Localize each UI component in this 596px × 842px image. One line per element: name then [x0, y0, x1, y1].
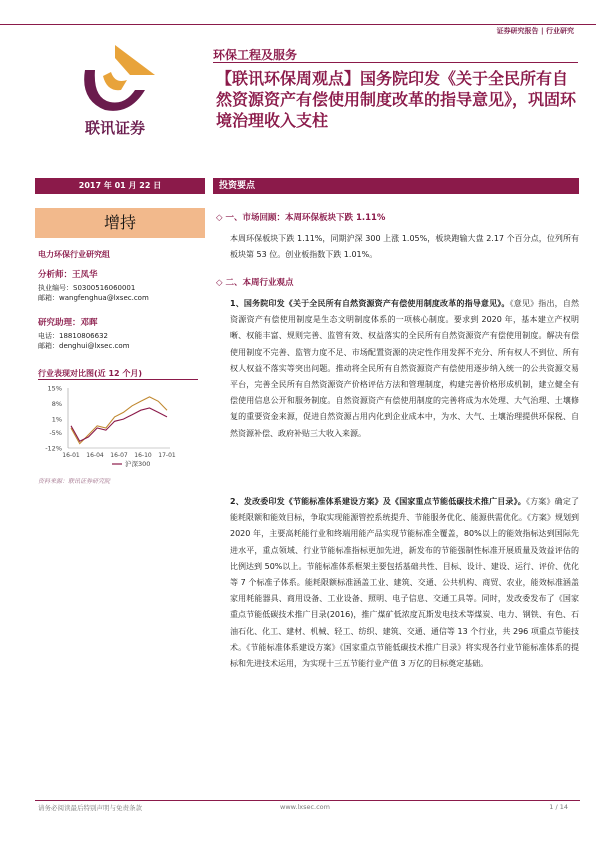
- y-tick-label: 8%: [51, 400, 62, 409]
- footer-rule: [35, 800, 580, 801]
- point-1: [216, 296, 579, 442]
- company-logo: [55, 40, 175, 140]
- legend-label: 沪深300: [125, 460, 151, 468]
- svg-text:联讯证券: 联讯证券: [84, 119, 146, 137]
- assistant-phone: 电话：18810806632: [38, 332, 108, 340]
- report-date: 2017 年 01 月 22 日: [35, 178, 205, 194]
- point-2-heading: 2、发改委印发《节能标准体系建设方案》及《国家重点节能低碳技术推广目录》。: [230, 497, 526, 506]
- footer-page-number: 1 / 14: [549, 803, 568, 811]
- analyst-name: 分析师：王凤华: [38, 270, 98, 280]
- analyst-email[interactable]: 邮箱：wangfenghua@lxsec.com: [38, 294, 149, 302]
- point-2: [216, 494, 579, 672]
- research-group: [38, 250, 206, 260]
- performance-chart: [38, 382, 203, 477]
- assistant-info: [38, 318, 206, 351]
- section-2: [216, 276, 579, 288]
- footer-disclaimer: 请务必阅读最后特别声明与免责条款: [38, 804, 142, 812]
- report-type-tag: 证券研究报告 | 行业研究: [496, 27, 574, 35]
- y-tick-label: 1%: [51, 415, 62, 424]
- point-1-heading: 1、国务院印发《关于全民所有自然资源资产有偿使用制度改革的指导意见》。: [230, 299, 510, 308]
- series-line-2: [71, 408, 167, 441]
- section-2-title: ◇ 二、本周行业观点: [216, 278, 294, 288]
- x-tick-label: 16-10: [134, 452, 152, 459]
- sector-label: 环保工程及服务: [213, 48, 298, 62]
- sector-rule: [213, 62, 578, 63]
- rating-badge: 增持: [35, 208, 205, 238]
- chart-title-rule: [38, 379, 198, 380]
- section-1-text: 本周环保板块下跌 1.11%，同期沪深 300 上涨 1.05%，板块跑输大盘 2.17 个百分点，位列所有板块第 53 位。创业板指数下跌 1.01%。: [230, 234, 579, 260]
- x-tick-label: 16-04: [86, 452, 104, 459]
- point-1-body: 《意见》指出，自然资源资产有偿使用制度是生态文明制度体系的一项核心制度。要求到 2020 年，基本建立产权明晰、权能丰富、规则完善、监管有效、权益落实的全民所有自然资源资产有偿使用制度。解决有偿使用制度不完善、监管力度不足、市场配置资源的决定性作用发挥不充分、所有权人不到位、所有权人权益不落实等突出问题。推动将全民所有自然资源资产有偿使用逐步纳入统一的公共资源交易平台，完善全民所有自然资源资产价格评估方法和管理制度，构建完善价格形成机制，建立健全有偿使用信息公开和服务制度。自然资源资产有偿使用制度的完善将成为水处理、大气治理、土壤修复的重要资金来源，促进自然资源占用内化到企业成本中，为水、大气、土壤治理提供环保税、自然资源补偿、政府补贴三大收入来源。: [230, 299, 579, 438]
- research-group-label: 电力环保行业研究组: [38, 250, 110, 259]
- analyst-cert: 执业编号：S0300516060001: [38, 284, 136, 292]
- investment-points-header: 投资要点: [213, 178, 579, 194]
- section-1-title: ◇ 一、市场回顾：本周环保板块下跌 1.11%: [216, 213, 386, 223]
- assistant-email[interactable]: 邮箱：denghui@lxsec.com: [38, 342, 130, 350]
- chart-source: 资料来源：联讯证券研究院: [38, 478, 111, 485]
- y-tick-label: -12%: [45, 444, 62, 453]
- section-1: [216, 211, 579, 263]
- report-title: 【联讯环保周观点】国务院印发《关于全民所有自然资源资产有偿使用制度改革的指导意见》，巩固环境治理收入支柱: [216, 69, 577, 130]
- x-tick-label: 16-01: [62, 452, 80, 459]
- header-rule: [0, 24, 596, 25]
- y-tick-label: 15%: [47, 384, 62, 393]
- analyst-info: [38, 270, 206, 303]
- assistant-name: 研究助理：邓晖: [38, 318, 98, 328]
- chart-title: 行业表现对比图(近 12 个月): [38, 369, 143, 378]
- y-tick-label: -5%: [49, 428, 62, 437]
- point-2-body: 《方案》确定了能耗限额和能效目标，争取实现能源管控系统提升、节能服务优化、能源供需优化。《方案》规划到 2020 年，主要高耗能行业和终端用能产品实现节能标准全覆盖，80%以上的能效指标达到国际先进水平，重点领域、行业节能标准指标更加先进，新发布的节能强制性标准开展质量及效益评估的比例达到 50%以上。节能标准体系框架主要包括基础共性、目标、设计、建设、运行、评价、优化等 7 个标准子体系。能耗限额标准涵盖工业、建筑、交通、公共机构、商贸、农业，能效标准涵盖家用耗能器具、商用设备、工业设备、照明、电子信息、交通工具等。同时，发改委发布了《国家重点节能低碳技术推广目录(2016)，推广煤矿低浓度瓦斯发电技术等煤炭、电力、钢铁、有色、石油石化、化工、建材、机械、轻工、纺织、建筑、交通、通信等 13 个行业，共 296 项重点节能技术。《节能标准体系建设方案》《国家重点节能低碳技术推广目录》将实现各行业节能标准体系的提标和先进技术运用，为实现十三五节能行业产值 3 万亿的目标奠定基础。: [230, 497, 579, 669]
- x-tick-label: 17-01: [158, 452, 176, 459]
- footer-website[interactable]: www.lxsec.com: [280, 803, 330, 811]
- x-tick-label: 16-07: [110, 452, 128, 459]
